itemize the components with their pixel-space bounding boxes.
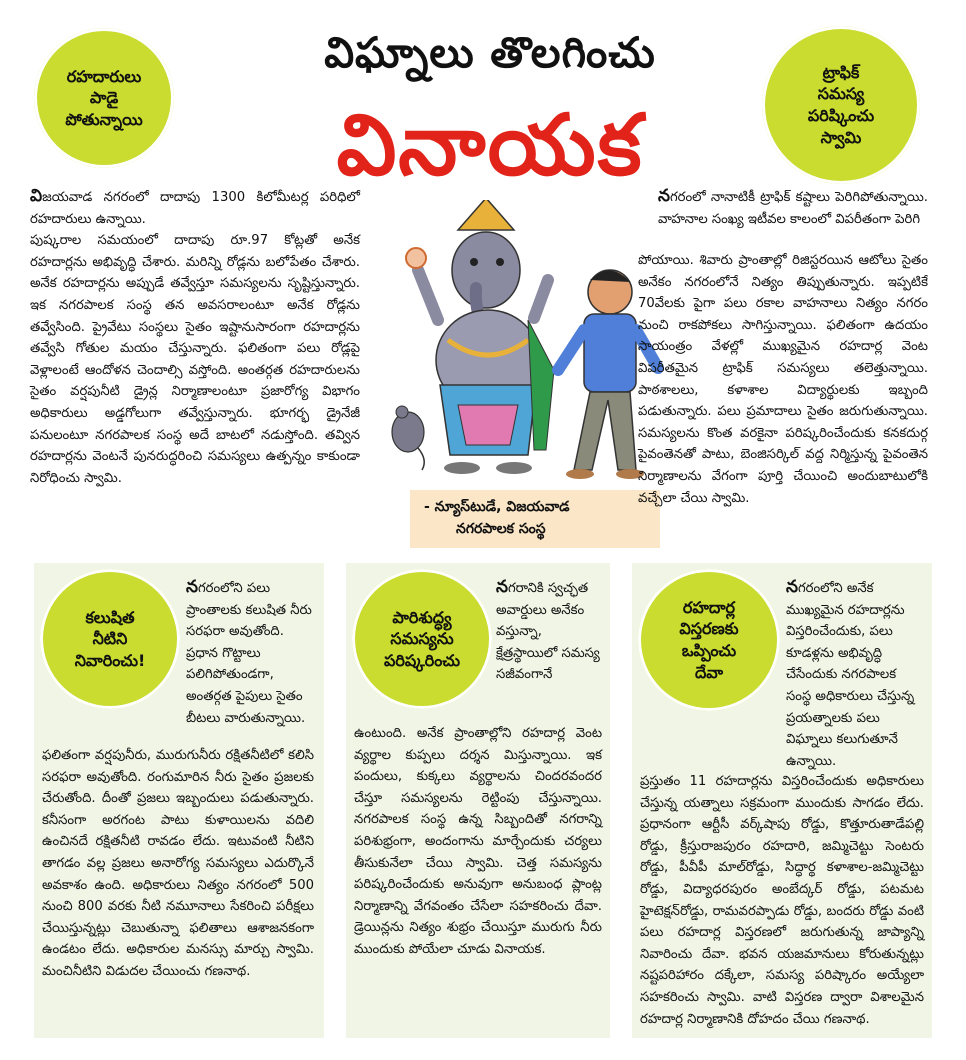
- badge-traffic: [762, 26, 920, 184]
- sanitation-dropcap: న: [496, 577, 508, 597]
- badge-widening: [638, 569, 780, 711]
- panel-water: [34, 563, 324, 1038]
- widening-dropcap: న: [786, 577, 798, 597]
- widening-lead-block: [786, 577, 924, 772]
- left-lead: జయవాడ నగరంలో దాదాపు 1300 కిలోమీటర్ల పరిధిలో రహదారులు ఉన్నాయి.: [30, 190, 360, 227]
- water-body: ఫలితంగా వర్షపునీరు, మురుగునీరు రక్షితనీటిలో కలిసి సరఫరా అవుతోంది. రంగుమారిన నీరు సైతం ప్రజలకు చేరుతోంది. దీంతో ప్రజలు ఇబ్బందులు పడుతున్నారు. కనీసంగా అరగంట పాటు కుళాయిలను వదిలి ఉంచినదే రక్షితనీటి రావడం లేదు. ఇటువంటి నీటిని తాగడం వల్ల ప్రజలు అనారోగ్య సమస్యలు ఎదుర్కొనే అవకాశం ఉంది. అధికారులు నిత్యం నగరంలో 500 నుంచి 800 వరకు నీటి నమూనాలు సేకరించి పరీక్షలు చేయిస్తున్నట్లు చెబుతున్నా ఫలితాలు ఆశాజనకంగా ఉండటం లేదు. అధికారుల మనస్సు మార్చు స్వామి. మంచినీటిని విడుదల చేయించు గణనాథ.: [42, 748, 314, 979]
- left-body: పుష్కరాల సమయంలో దాదాపు రూ.97 కోట్లతో అనేక రహదార్లను అభివృద్ధి చేశారు. మరిన్ని రోడ్లను బలోపేతం చేశారు. అనేక రహదార్లను అప్పుడే తవ్వేస్తూ సమస్యలను సృష్టిస్తున్నారు. ఇక నగరపాలక సంస్థ తన అవసరాలంటూ అనేక రోడ్లను తవ్వేసింది. ప్రైవేటు సంస్థలు సైతం ఇష్టానుసారంగా రహదార్లను తవ్వేసి గోతుల మయం చేస్తున్నారు. ఫలితంగా పలు రోడ్లపై వెళ్లాలంటే ఆందోళన చెందాల్సి వస్తోంది. అంతర్గత రహదారులను సైతం వర్షపునీటి డ్రైన్ల నిర్మాణాలంటూ ప్రజారోగ్య విభాగం అధికారులు అడ్డగోలుగా తవ్వేస్తున్నారు. భూగర్భ డ్రైనేజీ పనులంటూ నగరపాలక సంస్థ అదే బాటలో నడుస్తోంది. తవ్విన రహదార్లను వెంటనే పునరుద్ధరించి సమస్యలు ఉత్పన్నం కాకుండా నిరోధించు స్వామి.: [30, 233, 360, 486]
- badge-traffic-line: స్వామి: [820, 127, 862, 147]
- mouse-figure: [392, 406, 424, 470]
- badge-sanitation-line: పారిశుద్ధ్య: [392, 607, 452, 627]
- badge-roads: [34, 28, 174, 168]
- ganesha-illustration: [378, 200, 678, 490]
- headline-line2: వినాయక: [336, 96, 644, 194]
- badge-sanitation-line: సమస్యను: [390, 629, 454, 649]
- water-dropcap: న: [186, 577, 198, 597]
- sanitation-body: ఉంటుంది. అనేక ప్రాంతాల్లోని రహదార్ల వెంట వ్యర్థాల కుప్పలు దర్శన మిస్తున్నాయి. ఇక పందులు, కుక్కలు వ్యర్థాలను చిందరవందర చేస్తూ సమస్యలను రెట్టింపు చేస్తున్నాయి. నగరపాలక సంస్థ ఉన్న సిబ్బందితో నగరాన్ని పరిశుభ్రంగా, అందంగాను మార్చేందుకు చర్యలు తీసుకునేలా చేయి స్వామి. చెత్త సమస్యను పరిష్కరించేందుకు అనువుగా అనుబంధ ప్లాంట్ల నిర్మాణాన్ని వేగవంతం చేసేలా సహకరించు దేవా. డ్రెయిన్లను నిత్యం శుభ్రం చేయిస్తూ మురుగు నీరు ముందుకు పోయేలా చూడు వినాయక.: [354, 726, 602, 957]
- right-column: [638, 250, 928, 509]
- left-dropcap: వి: [30, 186, 43, 206]
- badge-roads-line: రహదారులు: [66, 66, 142, 86]
- credit-line2: నగరపాలక సంస్థ: [456, 521, 546, 537]
- badge-widening-line: ఒప్పించు: [681, 641, 737, 660]
- badge-water-line: నివారించు!: [74, 650, 146, 670]
- right-column-lead: [658, 186, 928, 230]
- widening-lead: గరంలోని అనేక ముఖ్యమైన రహదార్లను విస్తరించేందుకు, పలు కూడళ్లను అభివృద్ధి చేసేందుకు నగరపాలక సంస్థ అధికారులు చేస్తున్న ప్రయత్నాలకు పలు విఘ్నాలు కలుగుతూనే ఉన్నాయి.: [786, 581, 915, 769]
- badge-widening-line: విస్తరణకు: [679, 619, 739, 639]
- badge-traffic-line: పరిష్కించు: [807, 106, 875, 125]
- credit-line1: - న్యూస్‌టుడే, విజయవాడ: [424, 499, 570, 515]
- badge-sanitation-line: పరిష్కరించు: [383, 650, 461, 670]
- headline-line1: విఘ్నాలు తొలగించు: [324, 28, 656, 77]
- water-lead: గరంలోని పలు ప్రాంతాలకు కలుషిత నీరు సరఫరా అవుతోంది. ప్రధాన గొట్టాలు పలిగిపోతుండగా, అంతర్గత పైపులు సైతం బీటలు వారుతున్నాయి.: [186, 581, 312, 726]
- badge-roads-line: పాడై: [89, 88, 119, 108]
- credit-box: [410, 490, 660, 548]
- left-column: [30, 186, 360, 489]
- sanitation-lead: గరానికి స్వచ్ఛత అవార్డులు అనేకం వస్తున్నా, క్షేత్రస్థాయిలో సమస్య సజీవంగానే: [496, 581, 600, 683]
- widening-body: ప్రస్తుతం 11 రహదార్లను విస్తరించేందుకు అధికారులు చేస్తున్న యత్నాలు సక్రమంగా ముందుకు సాగడం లేదు. ప్రధానంగా ఆర్టీసీ వర్క్‌షాపు రోడ్డు, కొత్తూరుతాడేపల్లి రోడ్డు, క్రీస్తురాజపురం రహదారి, జమ్మిచెట్టు సెంటరు రోడ్డు, పీవీపీ మాల్‌రోడ్డు, సిద్ధార్థ కళాశాల-జమ్మిచెట్టు రోడ్డు, విద్యాధరపురం అంబేద్కర్ రోడ్డు, పటమట హైటెక్షన్‌రోడ్డు, రామవరప్పాడు రోడ్డు, బందరు రోడ్డు వంటి పలు రహదార్ల విస్తరణలో జరుగుతున్న జాప్యాన్ని నివారించు దేవా. భవన యజమానులు కోరుతున్నట్లు నష్టపరిహారం దక్కేలా, సమస్య పరిష్కారం అయ్యేలా సహకరించు స్వామి. వాటి విస్తరణ ద్వారా విశాలమైన రహదార్ల నిర్మాణానికి దోహదం చేయి గణనాథ.: [640, 774, 924, 1027]
- badge-traffic-line: ట్రాఫిక్: [822, 62, 860, 82]
- panel-sanitation: [346, 563, 610, 1038]
- badge-sanitation: [352, 569, 492, 709]
- right-body: పోయాయి. శివారు ప్రాంతాల్లో రిజిస్టరయిన ఆటోలు సైతం అనేకం నగరంలోనే నిత్యం తిప్పుతున్నారు. ఇప్పటికే 70వేలకు పైగా పలు రకాల వాహనాలు నిత్యం నగరం నుంచి రాకపోకలు సాగిస్తున్నాయి. ఫలితంగా ఉదయం సాయంత్రం వేళల్లో ముఖ్యమైన రహదార్ల వెంట విపరీతమైన ట్రాఫిక్ సమస్యలు తలెత్తున్నాయి. పాఠశాలలు, కళాశాల విద్యార్థులకు ఇబ్బంది పడుతున్నారు. పలు ప్రమాదాలు సైతం జరుగుతున్నాయి. సమస్యలను కొంత వరకైనా పరిష్కరించేందుకు కనకదుర్గ పైవంతెనతో పాటు, బెంజిసర్కిల్ వద్ద నిర్మిస్తున్న పైవంతెన నిర్మాణాలను వేగంగా పూర్తి చేయించి అందుబాటులోకి వచ్చేలా చేయి స్వామి.: [638, 253, 928, 506]
- badge-widening-line: రహదార్ల: [682, 597, 736, 617]
- right-lead: గరంలో నానాటికీ ట్రాఫిక్ కష్టాలు పెరిగిపోతున్నాయి. వాహనాల సంఖ్య ఇటీవల కాలంలో విపరీతంగా పెరిగి: [658, 190, 928, 227]
- badge-roads-line: పోతున్నాయి: [65, 109, 143, 129]
- badge-widening-line: దేవా: [694, 662, 724, 682]
- badge-water-line: కలుషిత: [85, 607, 135, 627]
- right-dropcap: న: [658, 186, 670, 206]
- badge-traffic-line: సమస్య: [817, 84, 865, 104]
- water-lead-block: [186, 577, 314, 729]
- panel-widening: [632, 563, 932, 1038]
- badge-water: [40, 569, 180, 709]
- sanitation-lead-block: [496, 577, 602, 686]
- ganesha-figure: [406, 200, 554, 474]
- badge-water-line: నీటిని: [92, 629, 128, 649]
